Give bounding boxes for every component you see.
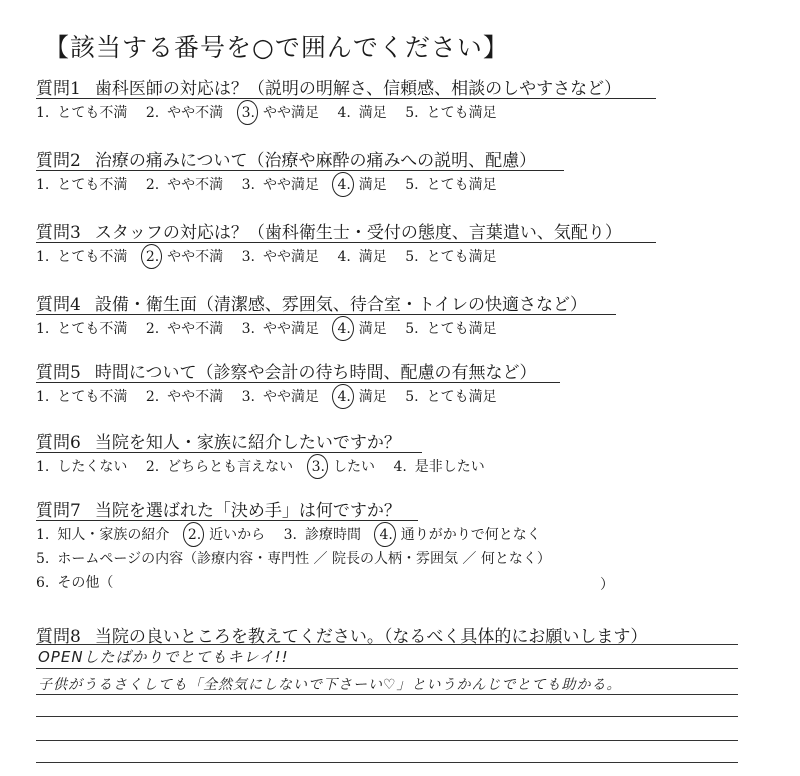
options-q6 xyxy=(36,456,499,476)
question-text: 時間について（診察や会計の待ち時間、配慮の有無など） xyxy=(94,363,537,383)
question-text: スタッフの対応は？（歯科衛生士・受付の態度、言葉遣い、気配り） xyxy=(94,223,622,243)
selection-circle: 2. xyxy=(145,249,160,265)
underline xyxy=(36,170,564,171)
question-number: 質問1 xyxy=(36,79,81,99)
question-number: 質問8 xyxy=(36,627,81,647)
options-q7-row1 xyxy=(36,524,555,544)
selection-circle: 3. xyxy=(241,105,255,121)
option-3-selected[interactable]: 3. したい xyxy=(311,459,375,475)
option-5[interactable]: 5. とても満足 xyxy=(405,321,497,337)
answer-line xyxy=(36,740,738,741)
options-q1 xyxy=(36,102,511,122)
options-q7-row3 xyxy=(36,572,127,592)
question-text: 設備・衛生面（清潔感、雰囲気、待合室・トイレの快適さなど） xyxy=(94,295,587,315)
option-5[interactable]: 5. とても満足 xyxy=(405,249,497,265)
option-3[interactable]: 3. やや満足 xyxy=(241,321,319,337)
answer-line xyxy=(36,668,738,669)
question-number: 質問2 xyxy=(36,151,81,171)
option-3[interactable]: 3. やや満足 xyxy=(241,177,319,193)
option-2[interactable]: 2. どちらとも言えない xyxy=(145,459,294,475)
option-5[interactable]: 5. とても満足 xyxy=(405,105,497,121)
underline xyxy=(36,382,560,383)
selection-circle: 2. xyxy=(187,527,202,543)
option-1[interactable]: 1. とても不満 xyxy=(36,389,128,405)
selection-circle: 4. xyxy=(379,527,393,543)
handwritten-answer-1[interactable]: OPENしたばかりでとてもキレイ!! xyxy=(38,648,289,666)
selection-circle: 3. xyxy=(311,459,325,475)
question-text: 歯科医師の対応は？（説明の明解さ、信頼感、相談のしやすさなど） xyxy=(94,79,622,99)
close-paren: ） xyxy=(600,577,614,593)
option-4-selected[interactable]: 4. 通りがかりで何となく xyxy=(379,527,541,543)
option-5[interactable]: 5. とても満足 xyxy=(405,389,497,405)
option-2-selected[interactable]: 2. 近いから xyxy=(187,527,266,543)
question-text: 当院の良いところを教えてください。（なるべく具体的にお願いします） xyxy=(94,627,648,647)
answer-line xyxy=(36,644,738,645)
underline xyxy=(36,452,422,453)
option-1[interactable]: 1. とても不満 xyxy=(36,105,128,121)
option-4[interactable]: 4. 満足 xyxy=(337,249,387,265)
underline xyxy=(36,314,616,315)
option-4-selected[interactable]: 4. 満足 xyxy=(337,389,387,405)
question-7 xyxy=(36,496,401,521)
question-text: 当院を知人・家族に紹介したいですか？ xyxy=(94,433,401,453)
question-5 xyxy=(36,358,537,383)
answer-line xyxy=(36,716,738,717)
option-1[interactable]: 1. とても不満 xyxy=(36,177,128,193)
page-title: 【該当する番号を○で囲んでください】 xyxy=(44,33,509,62)
options-q3 xyxy=(36,246,511,266)
option-2[interactable]: 2. やや不満 xyxy=(145,105,224,121)
question-number: 質問4 xyxy=(36,295,81,315)
question-number: 質問6 xyxy=(36,433,81,453)
question-number: 質問5 xyxy=(36,363,81,383)
option-1[interactable]: 1. とても不満 xyxy=(36,249,128,265)
selection-circle: 4. xyxy=(337,177,351,193)
answer-line xyxy=(36,762,738,763)
question-number: 質問7 xyxy=(36,501,81,521)
option-3[interactable]: 3. 診療時間 xyxy=(283,527,361,543)
option-1[interactable]: 1. したくない xyxy=(36,459,128,475)
question-text: 治療の痛みについて（治療や麻酔の痛みへの説明、配慮） xyxy=(94,151,537,171)
option-2[interactable]: 2. やや不満 xyxy=(145,321,224,337)
question-6 xyxy=(36,428,401,453)
option-3-selected[interactable]: 3. やや満足 xyxy=(241,105,319,121)
option-3[interactable]: 3. やや満足 xyxy=(241,389,319,405)
option-1[interactable]: 1. 知人・家族の紹介 xyxy=(36,527,170,543)
option-4[interactable]: 4. 是非したい xyxy=(393,459,485,475)
option-4-selected[interactable]: 4. 満足 xyxy=(337,321,387,337)
option-6-other[interactable]: 6. その他（ xyxy=(36,575,114,591)
question-3 xyxy=(36,218,622,243)
options-q2 xyxy=(36,174,511,194)
option-3[interactable]: 3. やや満足 xyxy=(241,249,319,265)
question-number: 質問3 xyxy=(36,223,81,243)
option-2[interactable]: 2. やや不満 xyxy=(145,177,224,193)
option-4[interactable]: 4. 満足 xyxy=(337,105,387,121)
question-1 xyxy=(36,74,621,99)
handwritten-answer-2[interactable]: 子供がうるさくしても「全然気にしないで下さーい♡」というかんじでとても助かる。 xyxy=(38,677,622,693)
options-q7-row2 xyxy=(36,548,565,568)
options-q4 xyxy=(36,318,511,338)
option-5[interactable]: 5. とても満足 xyxy=(405,177,497,193)
option-5[interactable]: 5. ホームページの内容（診療内容・専門性 ／ 院長の人柄・雰囲気 ／ 何となく） xyxy=(36,551,551,567)
answer-line xyxy=(36,694,738,695)
option-4-selected[interactable]: 4. 満足 xyxy=(337,177,387,193)
underline xyxy=(36,242,656,243)
question-text: 当院を選ばれた「決め手」は何ですか？ xyxy=(94,501,401,521)
underline xyxy=(36,98,656,99)
option-2[interactable]: 2. やや不満 xyxy=(145,389,224,405)
options-q5 xyxy=(36,386,511,406)
option-1[interactable]: 1. とても不満 xyxy=(36,321,128,337)
selection-circle: 4. xyxy=(337,389,351,405)
question-4 xyxy=(36,290,587,315)
underline xyxy=(36,520,418,521)
selection-circle: 4. xyxy=(337,321,351,337)
question-2 xyxy=(36,146,536,171)
option-2-selected[interactable]: 2. やや不満 xyxy=(145,249,224,265)
